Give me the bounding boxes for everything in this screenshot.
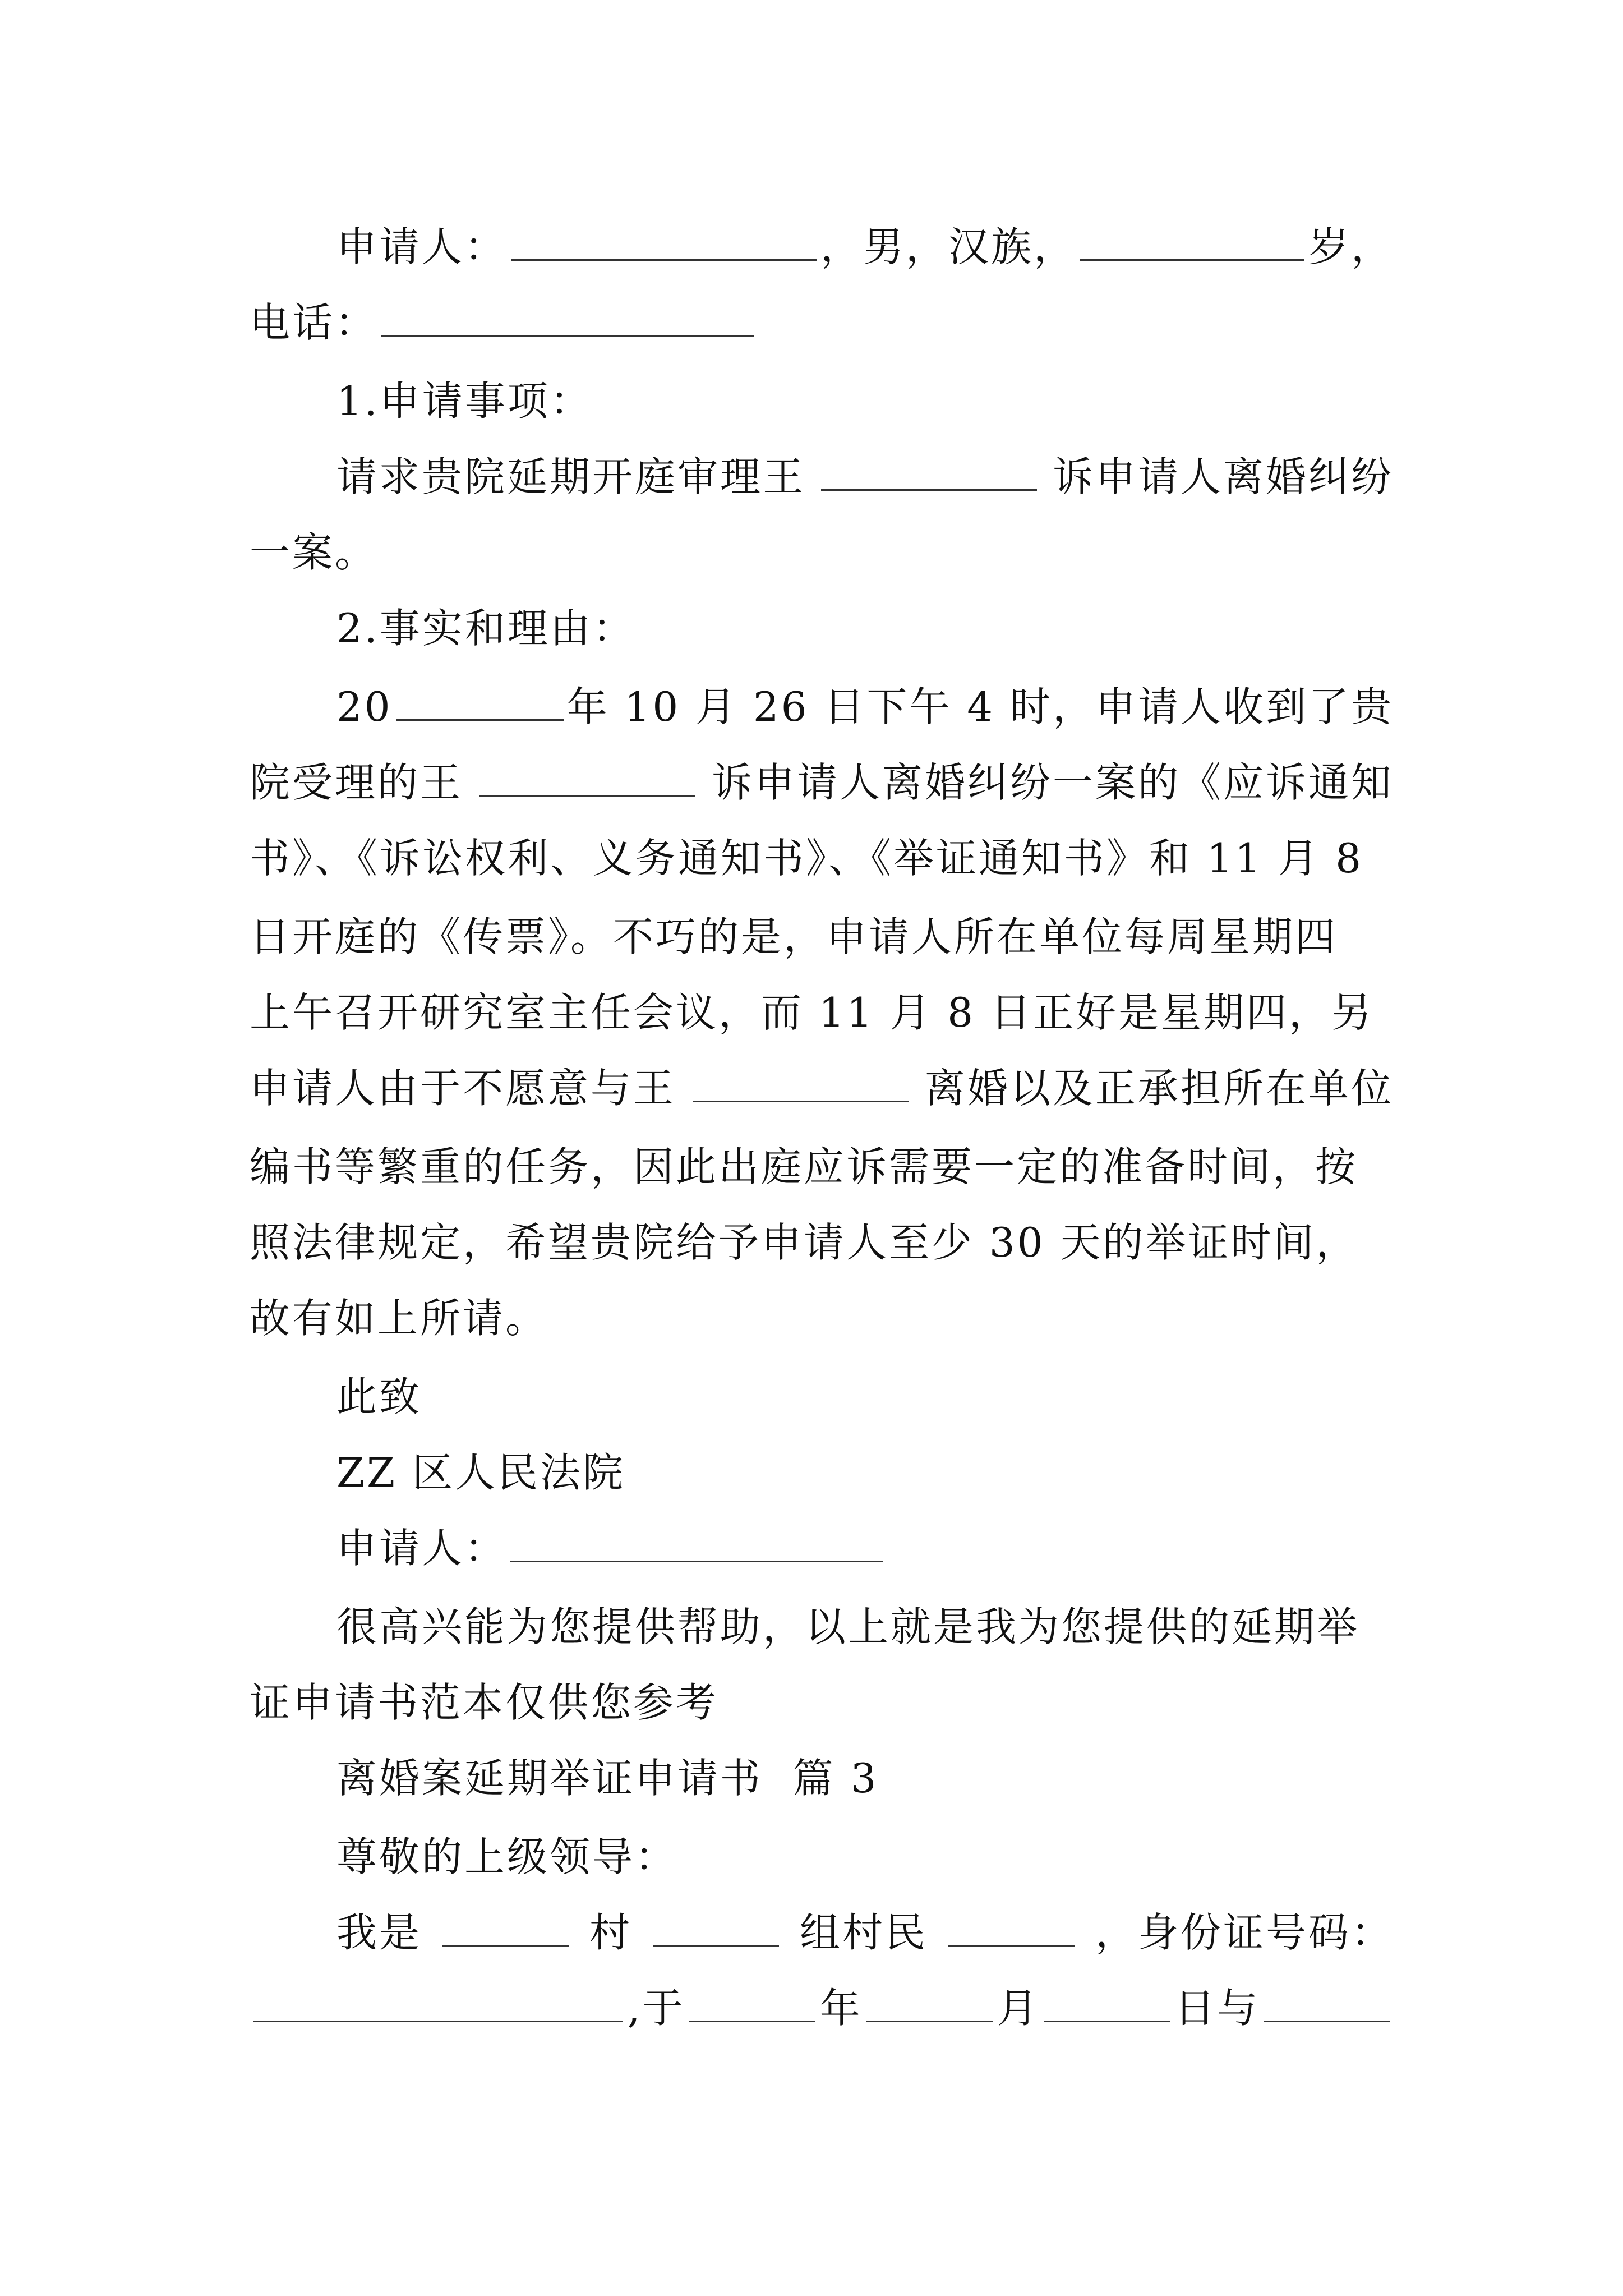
item2-name-blank-2 [693,1050,909,1102]
month-blank [866,1970,993,2022]
item2-line-2 [250,743,1394,822]
note-line-1: 很高兴能为您提供帮助，以上就是我为您提供的延期举 [336,1603,1360,1650]
item2-line-3: 书》、《诉讼权利、义务通知书》、《举证通知书》和 11 月 8 [250,835,1364,882]
item2-l2-a: 院受理的王 [250,759,463,806]
section3-l1-a: 我是 [336,1909,422,1956]
item2-l2-b: 诉申请人离婚纠纷一案的《应诉通知 [711,759,1394,806]
section3-title: 离婚案延期举证申请书 篇 3 [336,1755,879,1802]
item2-line-7: 编书等繁重的任务，因此出庭应诉需要一定的准备时间，按 [250,1143,1358,1190]
item2-line-6 [250,1049,1394,1128]
item2-line-5: 上午召开研究室主任会议，而 11 月 8 日正好是星期四，另 [250,989,1374,1036]
section3-l2-b: 年 [819,1985,863,2032]
id-number-blank [253,1970,623,2022]
item1-name-blank [821,439,1037,491]
item1-text-a: 请求贵院延期开庭审理王 [336,453,806,500]
signature-label: 申请人： [336,1525,508,1572]
year-blank-2 [689,1970,815,2022]
section3-l1-c: 组村民 [799,1909,928,1956]
court-name: ZZ 区人民法院 [336,1449,625,1496]
item2-heading: 2.事实和理由： [336,605,635,652]
phone-line [250,283,1394,362]
villager-name-blank [948,1894,1075,1947]
item2-l1-a: 20 [336,683,393,730]
signature-line [336,1509,1394,1588]
item1-heading: 1.申请事项： [336,378,593,425]
item2-line-1 [336,668,1394,746]
item2-l6-b: 离婚以及正承担所在单位 [924,1065,1394,1112]
year-blank [396,669,564,721]
applicant-age-suffix: 岁， [1308,223,1394,270]
note-line-2: 证申请书范本仅供您参考 [250,1679,719,1726]
phone-blank [381,284,754,337]
village-blank [442,1894,569,1947]
item1-text-line [336,438,1394,516]
group-blank [653,1894,779,1947]
item2-l1-b: 年 10 月 26 日下午 4 时，申请人收到了贵 [566,683,1394,730]
item2-line-4: 日开庭的《传票》。不巧的是，申请人所在单位每周星期四 [250,913,1338,960]
applicant-line [336,208,1394,286]
section3-l2-a: ,于 [627,1985,685,2032]
section3-line-2 [250,1969,1394,2047]
section3-line-1 [336,1893,1394,1972]
applicant-gender-text: ，男，汉族， [820,223,1076,270]
spouse-name-blank [1264,1970,1390,2022]
section3-l1-b: 村 [589,1909,632,1956]
item2-line-9: 故有如上所请。 [250,1295,548,1342]
item1-text-b: 诉申请人离婚纠纷 [1052,453,1394,500]
signature-blank [510,1510,883,1562]
section3-greeting: 尊敬的上级领导： [336,1833,678,1880]
item2-line-8: 照法律规定，希望贵院给予申请人至少 30 天的举证时间， [250,1219,1359,1266]
section3-l1-d: ，身份证号码： [1095,1909,1394,1956]
day-blank [1044,1970,1170,2022]
item2-name-blank [479,744,695,797]
closing-salute: 此致 [336,1373,422,1420]
item2-l6-a: 申请人由于不愿意与王 [250,1065,676,1112]
phone-label: 电话： [250,299,378,346]
section3-l2-c: 月 [997,1985,1040,2032]
applicant-label: 申请人： [336,223,508,270]
item1-text-c: 一案。 [250,529,378,576]
applicant-age-blank [1080,209,1304,261]
section3-l2-d: 日与 [1174,1985,1260,2032]
applicant-name-blank [511,209,817,261]
